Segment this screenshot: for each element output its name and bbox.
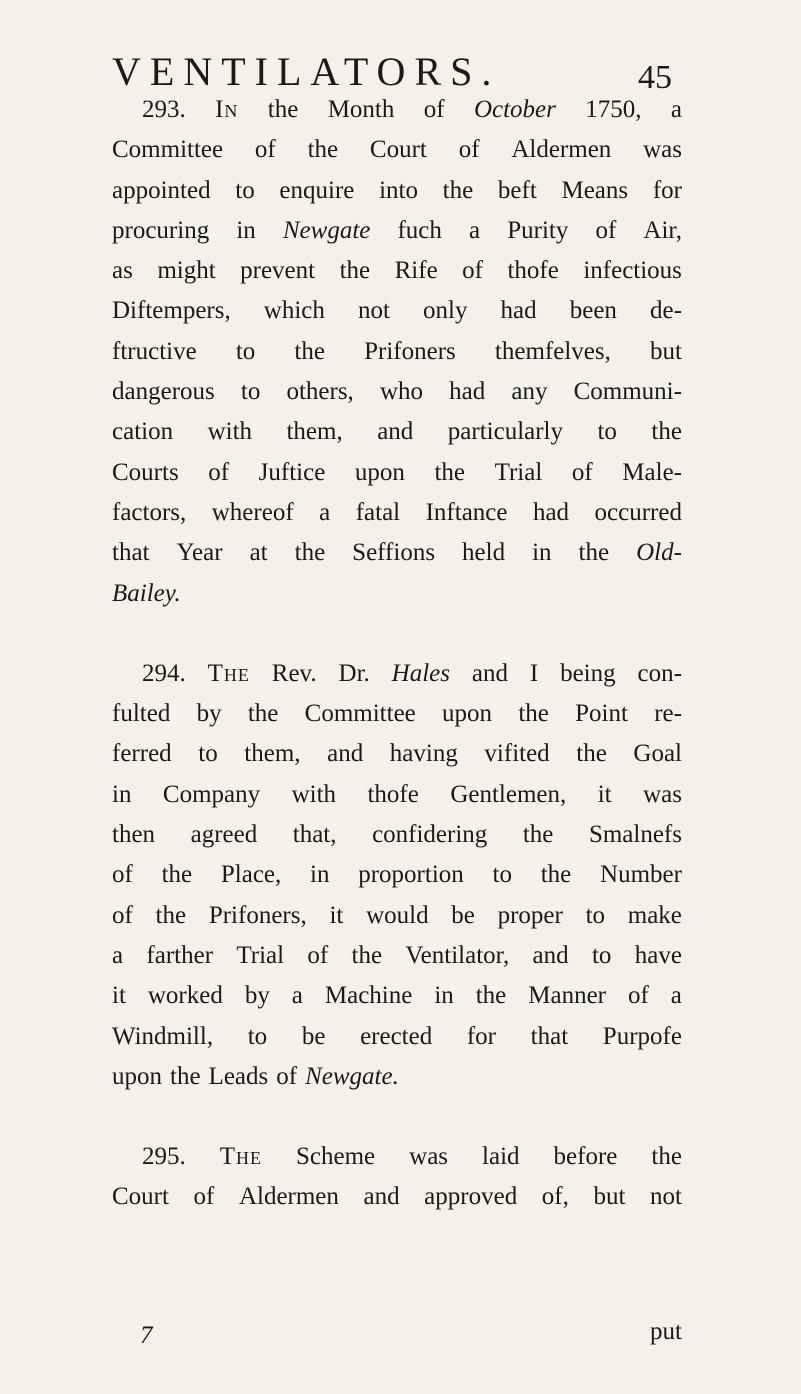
word: who [379, 378, 423, 406]
word: was [643, 136, 682, 164]
text-line [112, 775, 682, 815]
word: themfelves, [494, 337, 611, 365]
word: the [161, 861, 193, 889]
word: was [643, 780, 682, 808]
word: proper [497, 901, 563, 929]
word: of [276, 1062, 298, 1090]
word: of [208, 458, 230, 486]
word: enquire [279, 176, 355, 204]
word: at [249, 539, 268, 567]
word: 293. [142, 96, 186, 123]
word: of [462, 257, 483, 285]
word: Ventilator, [405, 941, 510, 969]
word: upon [354, 458, 405, 486]
word: Point [575, 700, 628, 728]
word: Male- [622, 458, 682, 486]
word: the [651, 418, 682, 446]
word: October [473, 96, 556, 123]
word: for [652, 176, 682, 204]
word: been [569, 297, 617, 325]
word: beft [497, 176, 537, 204]
word: Courts [112, 458, 179, 486]
word: Dr. [338, 659, 370, 687]
word: Gentlemen, [450, 780, 567, 808]
word: proportion [358, 861, 464, 889]
word: factors, [112, 498, 187, 526]
word: Rife [394, 257, 438, 285]
word: re- [654, 700, 682, 728]
word: particularly [447, 418, 564, 446]
text-line [112, 815, 682, 855]
word: 294. [142, 659, 186, 687]
word: that, [292, 821, 337, 849]
word: them, [286, 418, 343, 446]
word: erected [360, 1022, 433, 1050]
word: Year [176, 539, 223, 567]
text-line [112, 291, 682, 331]
word: Month [327, 96, 395, 123]
word: The [219, 1143, 263, 1171]
word: the [267, 96, 299, 123]
word: In [215, 96, 239, 123]
word: in [236, 216, 256, 244]
word: to [591, 941, 612, 969]
word: whereof [211, 498, 294, 526]
word: fulted [112, 700, 171, 728]
word: Machine [324, 982, 413, 1010]
word: Aldermen [511, 136, 612, 164]
word: prevent [240, 257, 316, 285]
word: of [112, 861, 133, 889]
word: the [294, 539, 326, 567]
word: the [294, 337, 325, 365]
page-number: 45 [638, 59, 672, 96]
word: occurred [594, 498, 682, 526]
word: the [651, 1143, 682, 1171]
word: and [327, 740, 364, 768]
word: Court [369, 136, 427, 164]
word: of, [541, 1183, 569, 1211]
text-line [112, 1137, 682, 1177]
word: of [112, 901, 133, 929]
word: to [235, 176, 255, 204]
word: it [112, 982, 126, 1010]
word: Leads [208, 1062, 269, 1090]
word: a [319, 498, 331, 526]
text-line [112, 734, 682, 774]
word: Purpofe [602, 1022, 682, 1050]
word: as [112, 257, 133, 285]
word: Place, [220, 861, 282, 889]
text-line [112, 412, 682, 452]
word: the [351, 941, 383, 969]
text-line [112, 332, 682, 372]
text-line [112, 493, 682, 533]
word: but [593, 1183, 626, 1211]
word: Diftempers, [112, 297, 231, 325]
word: procuring [112, 216, 210, 244]
word: to [585, 901, 606, 929]
word: in [310, 861, 330, 889]
word: it [329, 901, 344, 929]
word: Committee [304, 700, 416, 728]
word: by [244, 982, 270, 1010]
word: ferred [112, 740, 172, 768]
word: ftructive [112, 337, 197, 365]
word: that [112, 539, 150, 567]
signature-mark: 7 [140, 1322, 153, 1349]
word: the [170, 1062, 201, 1090]
word: Scheme [296, 1143, 376, 1171]
body-text [112, 90, 682, 1218]
word: a [112, 941, 124, 969]
word: in [532, 539, 552, 567]
word: the [518, 700, 549, 728]
word: I [529, 659, 539, 687]
word: and [363, 1183, 400, 1211]
word: the [442, 176, 474, 204]
word: and [377, 418, 414, 446]
word: in [434, 982, 454, 1010]
word: Old- [636, 539, 682, 567]
text-line [112, 574, 682, 614]
text-line [112, 453, 682, 493]
word: but [649, 337, 682, 365]
word: approved [424, 1183, 518, 1211]
word: Air, [643, 216, 682, 244]
catchword: put [650, 1318, 682, 1345]
word: Inftance [425, 498, 508, 526]
word: 1750, [585, 96, 642, 123]
word: the [339, 257, 371, 285]
word: the [522, 821, 554, 849]
word: have [634, 941, 682, 969]
word: the [576, 740, 607, 768]
word: Newgate. [305, 1062, 399, 1090]
word: would [366, 901, 429, 929]
word: to [492, 861, 512, 889]
word: with [207, 418, 253, 446]
word: in [112, 780, 132, 808]
text-line [112, 936, 682, 976]
word: to [235, 337, 256, 365]
word: into [379, 176, 418, 204]
word: of [571, 458, 593, 486]
word: and [532, 941, 569, 969]
word: them, [244, 740, 301, 768]
running-head: VENTILATORS. [112, 49, 501, 94]
word: of [423, 96, 445, 123]
word: Communi- [573, 378, 682, 406]
word: and [471, 659, 508, 687]
word: might [157, 257, 216, 285]
word: of [193, 1183, 215, 1211]
word: fuch [397, 216, 442, 244]
word: Juftice [258, 458, 326, 486]
word: confidering [372, 821, 488, 849]
word: to [198, 740, 218, 768]
word: The [207, 659, 250, 687]
word: agreed [190, 821, 258, 849]
word: infectious [583, 257, 682, 285]
word: to [240, 378, 261, 406]
word: was [409, 1143, 449, 1171]
text-line [112, 211, 682, 251]
text-line [112, 896, 682, 936]
word: with [291, 780, 337, 808]
word: Trial [236, 941, 285, 969]
word: Prifoners [364, 337, 456, 365]
word: be [301, 1022, 326, 1050]
word: Aldermen [238, 1183, 339, 1211]
text-line [112, 694, 682, 734]
word: a [469, 216, 481, 244]
word: de- [650, 297, 682, 325]
word: which [263, 297, 325, 325]
text-line [112, 654, 682, 694]
word: Goal [633, 740, 682, 768]
word: laid [482, 1143, 520, 1171]
word: make [627, 901, 682, 929]
word: having [389, 740, 458, 768]
text-line [112, 1057, 682, 1097]
word: dangerous [112, 378, 215, 406]
word: the [475, 982, 507, 1010]
word: a [670, 96, 682, 123]
word: Newgate [282, 216, 371, 244]
paragraph [112, 654, 682, 1097]
paragraph [112, 1137, 682, 1218]
word: Means [561, 176, 629, 204]
word: thofe [367, 780, 419, 808]
text-line [112, 171, 682, 211]
word: upon [442, 700, 493, 728]
word: appointed [112, 176, 211, 204]
word: fatal [355, 498, 401, 526]
word: Prifoners, [208, 901, 307, 929]
word: had [500, 297, 537, 325]
word: con- [637, 659, 682, 687]
word: Manner [528, 982, 606, 1010]
paragraph [112, 90, 682, 614]
word: before [553, 1143, 618, 1171]
word: of [307, 941, 329, 969]
word: farther [146, 941, 214, 969]
word: being [560, 659, 616, 687]
word: Purity [507, 216, 569, 244]
word: it [597, 780, 612, 808]
word: Company [162, 780, 261, 808]
word: by [196, 700, 222, 728]
text-line [112, 90, 682, 130]
word: be [451, 901, 475, 929]
word: thofe [507, 257, 559, 285]
word: held [462, 539, 506, 567]
word: upon [112, 1062, 162, 1090]
word: for [466, 1022, 497, 1050]
text-line [112, 855, 682, 895]
word: Seffions [352, 539, 436, 567]
word: Court [112, 1183, 169, 1211]
word: Committee [112, 136, 224, 164]
text-line [112, 533, 682, 573]
word: the [155, 901, 187, 929]
word: the [307, 136, 339, 164]
word: the [540, 861, 572, 889]
word: cation [112, 418, 174, 446]
word: a [291, 982, 303, 1010]
word: Hales [391, 659, 450, 687]
word: Windmill, [112, 1022, 214, 1050]
word: the [434, 458, 466, 486]
word: any [511, 378, 548, 406]
text-line [112, 251, 682, 291]
word: of [627, 982, 649, 1010]
word: 295. [142, 1143, 186, 1171]
word: of [458, 136, 480, 164]
word: others, [286, 378, 354, 406]
page-footer [112, 1318, 682, 1362]
word: the [247, 700, 279, 728]
word: Trial [494, 458, 543, 486]
word: vifited [484, 740, 550, 768]
text-line [112, 976, 682, 1016]
word: of [595, 216, 617, 244]
word: only [423, 297, 468, 325]
word: had [449, 378, 486, 406]
word: Rev. [271, 659, 317, 687]
word: not [649, 1183, 682, 1211]
word: worked [147, 982, 223, 1010]
word: to [247, 1022, 268, 1050]
word: not [357, 297, 390, 325]
word: then [112, 821, 156, 849]
text-line [112, 372, 682, 412]
word: Number [600, 861, 682, 889]
word: Bailey. [112, 579, 181, 607]
word: of [254, 136, 276, 164]
text-line [112, 1017, 682, 1057]
word: had [532, 498, 570, 526]
text-line [112, 130, 682, 170]
word: to [597, 418, 617, 446]
text-line [112, 1177, 682, 1217]
word: the [578, 539, 610, 567]
word: that [530, 1022, 569, 1050]
word: a [670, 982, 682, 1010]
word: Smalnefs [588, 821, 682, 849]
